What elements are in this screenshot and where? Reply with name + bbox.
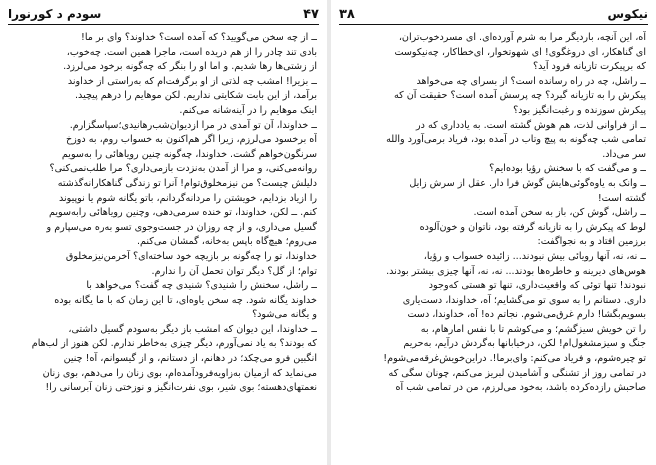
text-line: ــ از فراوانی لذت، هم هوش گشته است. به یادداری که در xyxy=(416,119,646,131)
text-line: نبودند! تنها توئی که واقعیت‌داری، تنها تو هستی که‌وجود xyxy=(428,280,646,292)
text-line: سرنگون‌خواهم گشت. خداوندا، چه‌گونه چنین رویاهائی را به‌سویم xyxy=(61,148,317,160)
text-line: می‌روم؛ هیچ‌گاه باپس به‌خانه، گمشان می‌کنم. xyxy=(136,236,317,248)
text-line: هوس‌های دیرینه و خاطره‌ها بودند... نه، نه، آنها چیزی بیشتر بودند. xyxy=(386,265,646,277)
text-line: دلیلش چیست؟ من نیز‌مخلوق‌توام! آنرا تو زندگی گناهکارانه‌گذشته xyxy=(57,177,317,189)
left-page xyxy=(0,0,327,465)
left-page-body xyxy=(12,31,317,463)
text-line: تو چیره‌شوم، و فریاد می‌کنم: وای‌برما!. دراین‌خویش‌غرقه‌می‌شوم! xyxy=(383,353,646,365)
text-line: را تن خویش سیزگشم؛ و می‌کوشم تا با نفس امارهام، به xyxy=(420,323,646,335)
text-line: خداوندا، تو را چه‌گونه بر بازیچه خود ساخته‌ای؟ آخرمن‌نیزمخلوق xyxy=(65,250,317,262)
text-line: توام؛ از گل؟ دیگر توان تحمل آن را ندارم. xyxy=(151,265,317,277)
left-running-title: سودم د کورنورا xyxy=(8,7,102,21)
text-line: سر می‌داد. xyxy=(602,148,646,160)
text-line: ــ وانک به یاوه‌گوئی‌هایش گوش فرا دار. عقل از سرش زایل xyxy=(409,177,646,189)
text-line: ــ راشل، گوش کن، باز به سخن آمده است. xyxy=(473,207,646,219)
text-line: بسویم‌بگشا! دارم غرق‌می‌شوم. نجاتم ده! آه، خداوندا، دست xyxy=(407,309,646,321)
text-line: کنم. ــ لکن، خداوندا، تو خنده سرمی‌دهی، وچنین رویاهائی رابه‌سویم xyxy=(48,207,317,219)
text-line: آه برخسود می‌لرزم، زیرا اگر هم‌اکنون به خسواب روم، به دوزخ xyxy=(65,134,317,146)
text-line: که بودند؟ به یاد نمی‌آورم، دیگر چیزی به‌خاطر ندارم. لکن هنوز از لب‌هام xyxy=(31,338,317,350)
text-line: داری. دستانم را به سوی تو می‌گشایم؛ آه، خداوندا، دست‌یاری xyxy=(402,294,646,306)
text-line: ــ از چه سخن می‌گویید؟ که آمده است؟ خداوند؟ وای بر ما! xyxy=(81,32,317,43)
text-line: ــ خداوندا، آن تو آمدی در مرا ازدیوان‌شب‌رهانیدی؛سپاسگزارم. xyxy=(69,119,317,131)
text-line: بادی تند چادر را از هم دریده است، ماجرا همین است. چه‌خوب، xyxy=(66,46,317,58)
text-line: گسیل می‌داری، و از چه روزان در جست‌وجوی تسو به‌ره می‌سپارم و xyxy=(46,221,317,233)
right-page-header xyxy=(339,4,648,25)
text-line: ــ بزیرا! امشب چه لذتی از او برگرفت‌ام که به‌راستی از خداوند xyxy=(67,75,317,87)
text-line: و یگانه می‌شود؟ xyxy=(252,309,317,321)
text-line: را ازیاد بزدایم، خویشتن را مردانه‌گردانم، باتو یگانه شوم یا نوپیوند xyxy=(58,192,317,204)
text-line: اینک موهایم را در آینه‌شانه می‌کنم. xyxy=(179,104,317,116)
text-line: گشته است! xyxy=(597,192,646,204)
text-line: پیکرش را به تازیانه گیرد؟ چه پرسش آمده است؟ حقیقت آن که xyxy=(393,90,646,102)
text-line: ای گناهکار، ای دروغگوی! ای شهوتخوار، ای‌خطاکار، چه‌نیکوست xyxy=(394,46,646,58)
text-line: نعمتهای‌دهسته؛ بوی شیر، بوی نفرت‌انگیز و نوزختی زنان آبرسانی را! xyxy=(45,382,317,394)
text-line: تمامی شب چه‌گونه به پیچ وتاب در آمده بود، فریاد برمی‌آورد والله xyxy=(386,134,646,146)
text-line: لوط که پیکرش را به تازیانه گرفته بود، ناتوان و خون‌آلوده xyxy=(419,221,646,233)
text-line: از زشتی‌ها رها شدیم. و اما او را بنگر که چه‌گونه برخود می‌لرزد. xyxy=(63,61,317,73)
text-line: برآمد، از این بابت شکایتی نداریم. لکن موهایم را درهم پیچید. xyxy=(75,90,317,102)
right-running-title: نیکوس xyxy=(607,7,648,21)
text-line: که برپیکرت تازیانه فرود آید؟ xyxy=(533,61,646,73)
text-line: پیکرش سوزنده و رغبت‌انگیز بود؟ xyxy=(513,104,646,116)
text-line: صاحبش رازده‌کرده باشد، به‌خود می‌لرزم، من در تمامی شب آه xyxy=(395,382,646,394)
text-line: ــ راشل، چه در راه رسانده است؟ از بسرای چه می‌خواهد xyxy=(416,75,646,87)
right-page xyxy=(331,0,656,465)
left-page-header xyxy=(8,4,319,25)
right-page-number: ۳۸ xyxy=(339,6,355,22)
left-page-number: ۴۷ xyxy=(303,6,319,22)
text-line: انگبین فرو می‌چکد؛ در دهانم، از دستانم، و از گیسوانم، آه! چنین xyxy=(63,353,317,365)
text-line: جنگ و سیزمشغول‌ام! لکن، درخیابانها به‌گردش درآیم، به‌حریم xyxy=(403,338,646,350)
text-line: ــ نه، نه، آنها رویائی بیش نبودند... زائیده خسواب و رؤیا، xyxy=(423,250,646,262)
text-line: در تمامی روز از تشنگی و آشامیدن لبریز می‌کنم، چونان سگی که xyxy=(388,367,646,379)
right-page-body xyxy=(343,31,646,463)
text-line: ــ راشل، سخنش را شنیدی؟ شنیدی چه گفت؟ می‌خواهد با xyxy=(86,280,317,292)
text-line: روانه‌می‌کنی، و مرا از آمدن به‌نزدت بازمی‌داری؟ مرا طلب‌نمی‌کنی؟ xyxy=(49,163,317,175)
text-line: برزمین افتاد و به نجواگفت: xyxy=(537,236,646,248)
text-line: خداوند یگانه شود. چه سخن یاوه‌ای، تا این زمان که با ما یگانه بوده xyxy=(54,294,317,306)
text-line: ــ خداوندا، این دیوان که امشب باز دیگر به‌سودم گسیل داشتی، xyxy=(68,323,317,335)
text-line: ــ و می‌گفت که با سخنش رؤیا بوده‌ایم؟ xyxy=(489,163,646,175)
text-line: آه، این آنچه، باردیگر مرا به شرم آورده‌ای. ای مسردخوب‌تران، xyxy=(398,32,646,43)
text-line: می‌نماید که ازمیان به‌زاویه‌فرود‌آمده‌ام، بوی زنان را می‌دهم، بوی زنان xyxy=(42,367,317,379)
